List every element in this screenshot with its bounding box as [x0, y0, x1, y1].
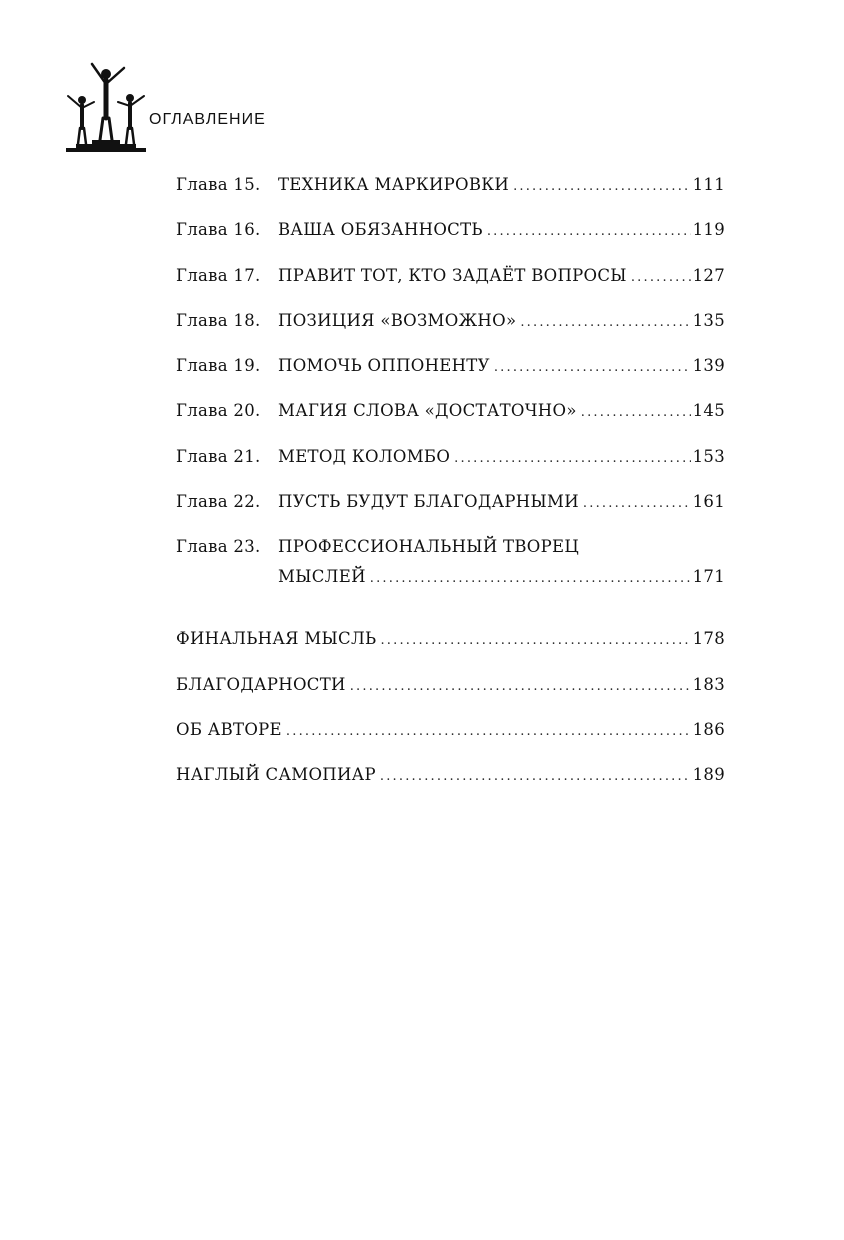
page-number: 135	[692, 310, 725, 330]
chapter-title: ПОМОЧЬ ОППОНЕНТУ	[278, 356, 490, 376]
section-title: НАГЛЫЙ САМОПИАР	[176, 765, 376, 785]
chapter-title: ПУСТЬ БУДУТ БЛАГОДАРНЫМИ	[278, 492, 579, 512]
chapter-title: ВАША ОБЯЗАННОСТЬ	[278, 220, 483, 240]
page-number: 145	[692, 401, 725, 421]
page-number: 171	[692, 567, 725, 587]
dot-leader	[370, 564, 691, 594]
dot-leader	[494, 353, 691, 383]
page-number: 127	[692, 265, 725, 285]
toc-item-about-author[interactable]	[176, 715, 725, 760]
toc-item-final-thought[interactable]	[176, 624, 725, 669]
dot-leader	[583, 489, 691, 519]
page-number: 161	[692, 492, 725, 512]
three-figures-podium-icon	[60, 60, 152, 156]
chapter-label: Глава 16.	[176, 220, 261, 240]
toc-item-self-promo[interactable]	[176, 760, 725, 805]
page-number: 178	[692, 629, 725, 649]
page-title: ОГЛАВЛЕНИЕ	[149, 111, 266, 128]
chapter-label: Глава 21.	[176, 446, 261, 466]
chapter-label: Глава 19.	[176, 356, 261, 376]
page-number: 183	[692, 674, 725, 694]
toc-item-chapter-22[interactable]	[176, 487, 725, 532]
chapter-title: ПОЗИЦИЯ «ВОЗМОЖНО»	[278, 310, 517, 330]
chapter-title: ТЕХНИКА МАРКИРОВКИ	[278, 175, 510, 194]
toc-item-chapter-18[interactable]	[176, 306, 725, 351]
dot-leader	[513, 172, 691, 202]
dot-leader	[487, 217, 691, 247]
page-number: 139	[692, 356, 725, 376]
dot-leader	[350, 672, 691, 702]
dot-leader	[581, 398, 691, 428]
page-number: 186	[692, 719, 725, 739]
section-title: ОБ АВТОРЕ	[176, 719, 282, 739]
page-number: 189	[692, 765, 725, 785]
dot-leader	[631, 263, 691, 293]
section-title: ФИНАЛЬНАЯ МЫСЛЬ	[176, 629, 377, 649]
dot-leader	[286, 717, 691, 747]
toc-item-acknowledgements[interactable]	[176, 670, 725, 715]
page-header	[60, 60, 290, 160]
chapter-title: МЕТОД КОЛОМБО	[278, 446, 451, 466]
toc-item-chapter-20[interactable]	[176, 396, 725, 441]
table-of-contents	[176, 170, 725, 806]
chapter-label: Глава 20.	[176, 401, 261, 421]
toc-item-chapter-15[interactable]	[176, 170, 725, 215]
dot-leader	[520, 308, 690, 338]
toc-item-chapter-17[interactable]	[176, 261, 725, 306]
dot-leader	[454, 444, 690, 474]
page-number: 111	[692, 175, 725, 194]
chapter-label: Глава 23.	[176, 537, 261, 557]
page-number: 119	[692, 220, 725, 240]
dot-leader	[380, 626, 690, 656]
chapter-title: ПРАВИТ ТОТ, КТО ЗАДАЁТ ВОПРОСЫ	[278, 265, 627, 285]
toc-item-chapter-19[interactable]	[176, 351, 725, 396]
toc-item-chapter-23[interactable]	[176, 532, 725, 594]
chapter-label: Глава 17.	[176, 265, 261, 285]
chapter-title: МАГИЯ СЛОВА «ДОСТАТОЧНО»	[278, 401, 577, 421]
chapter-label: Глава 22.	[176, 492, 261, 512]
chapter-title-line-1: ПРОФЕССИОНАЛЬНЫЙ ТВОРЕЦ	[278, 537, 580, 557]
dot-leader	[380, 762, 691, 792]
section-title: БЛАГОДАРНОСТИ	[176, 674, 346, 694]
page-number: 153	[692, 446, 725, 466]
section-spacer	[176, 610, 725, 624]
toc-item-chapter-21[interactable]	[176, 442, 725, 487]
chapter-title-line-2: МЫСЛЕЙ	[278, 567, 366, 587]
toc-item-chapter-16[interactable]	[176, 215, 725, 260]
chapter-label: Глава 15.	[176, 175, 261, 194]
chapter-label: Глава 18.	[176, 310, 261, 330]
